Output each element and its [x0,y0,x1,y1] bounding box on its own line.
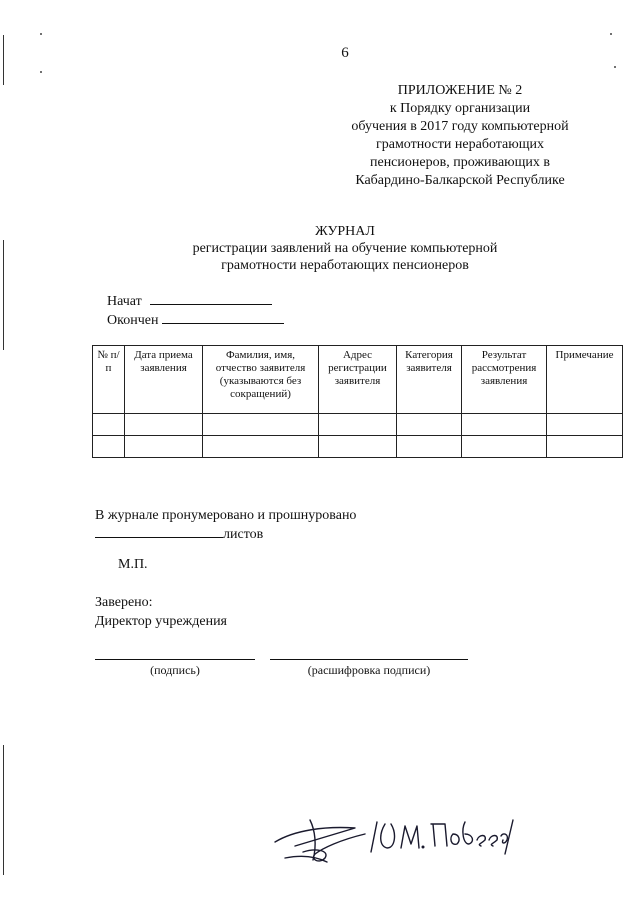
signature-decoding-line[interactable] [270,659,468,660]
scan-speck [40,71,42,73]
column-header-result: Результат рассмотрения заявления [462,346,547,414]
journal-subtitle-line: регистрации заявлений на обучение компьютерной [192,241,498,256]
table-cell[interactable] [462,414,547,436]
column-header-name: Фамилия, имя, отчество заявителя (указываются без сокращений) [203,346,319,414]
table-cell[interactable] [547,436,623,458]
ended-label: Окончен [107,313,159,328]
column-header-category: Категория заявителя [397,346,462,414]
sheets-count-blank[interactable] [95,525,223,538]
table-row [93,414,623,436]
signature-decoding-caption: (расшифровка подписи) [307,663,431,677]
scan-speck [614,66,616,68]
appendix-line: обучения в 2017 году компьютерной [351,119,569,134]
appendix-line: пенсионеров, проживающих в [369,155,550,170]
column-header-note: Примечание [547,346,623,414]
table-cell[interactable] [319,436,397,458]
column-header-address: Адрес регистрации заявителя [319,346,397,414]
appendix-block [330,82,590,190]
table-cell[interactable] [547,414,623,436]
appendix-line: грамотности неработающих [375,137,544,152]
table-cell[interactable] [125,414,203,436]
certified-block [95,593,227,631]
started-blank[interactable] [150,292,272,305]
ended-blank[interactable] [162,311,284,324]
table-cell[interactable] [319,414,397,436]
sheets-row [95,525,356,544]
table-cell[interactable] [397,414,462,436]
table-header-row [93,346,623,414]
table-cell[interactable] [397,436,462,458]
column-header-number: № п/п [93,346,125,414]
stamp-place: М.П. [118,557,148,572]
numbered-statement: В журнале пронумеровано и прошнуровано [95,508,357,523]
journal-title-block [0,223,640,274]
signature-caption: (подпись) [150,663,200,677]
appendix-line: Кабардино-Балкарской Республике [355,173,565,188]
table-row [93,436,623,458]
table-cell[interactable] [93,436,125,458]
sheets-label: листов [223,527,264,542]
page-number: 6 [341,45,349,61]
director-position: Директор учреждения [95,614,227,629]
handwritten-signature [255,800,515,870]
table-cell[interactable] [203,414,319,436]
certified-label: Заверено: [95,595,153,610]
table-cell[interactable] [125,436,203,458]
appendix-heading: ПРИЛОЖЕНИЕ № 2 [397,83,523,98]
table-cell[interactable] [203,436,319,458]
column-header-date: Дата приема заявления [125,346,203,414]
journal-subtitle-line: грамотности неработающих пенсионеров [221,258,469,273]
scan-margin-line [3,745,4,875]
scan-speck [610,33,612,35]
numbered-block [95,506,356,544]
table-cell[interactable] [462,436,547,458]
table-cell[interactable] [93,414,125,436]
dates-block [107,292,284,330]
scan-speck [40,33,42,35]
ended-row [107,311,284,330]
journal-title: ЖУРНАЛ [315,224,375,239]
register-table [92,345,623,458]
started-row [107,292,284,311]
started-label: Начат [107,294,142,309]
signature-line[interactable] [95,659,255,660]
appendix-line: к Порядку организации [389,101,531,116]
